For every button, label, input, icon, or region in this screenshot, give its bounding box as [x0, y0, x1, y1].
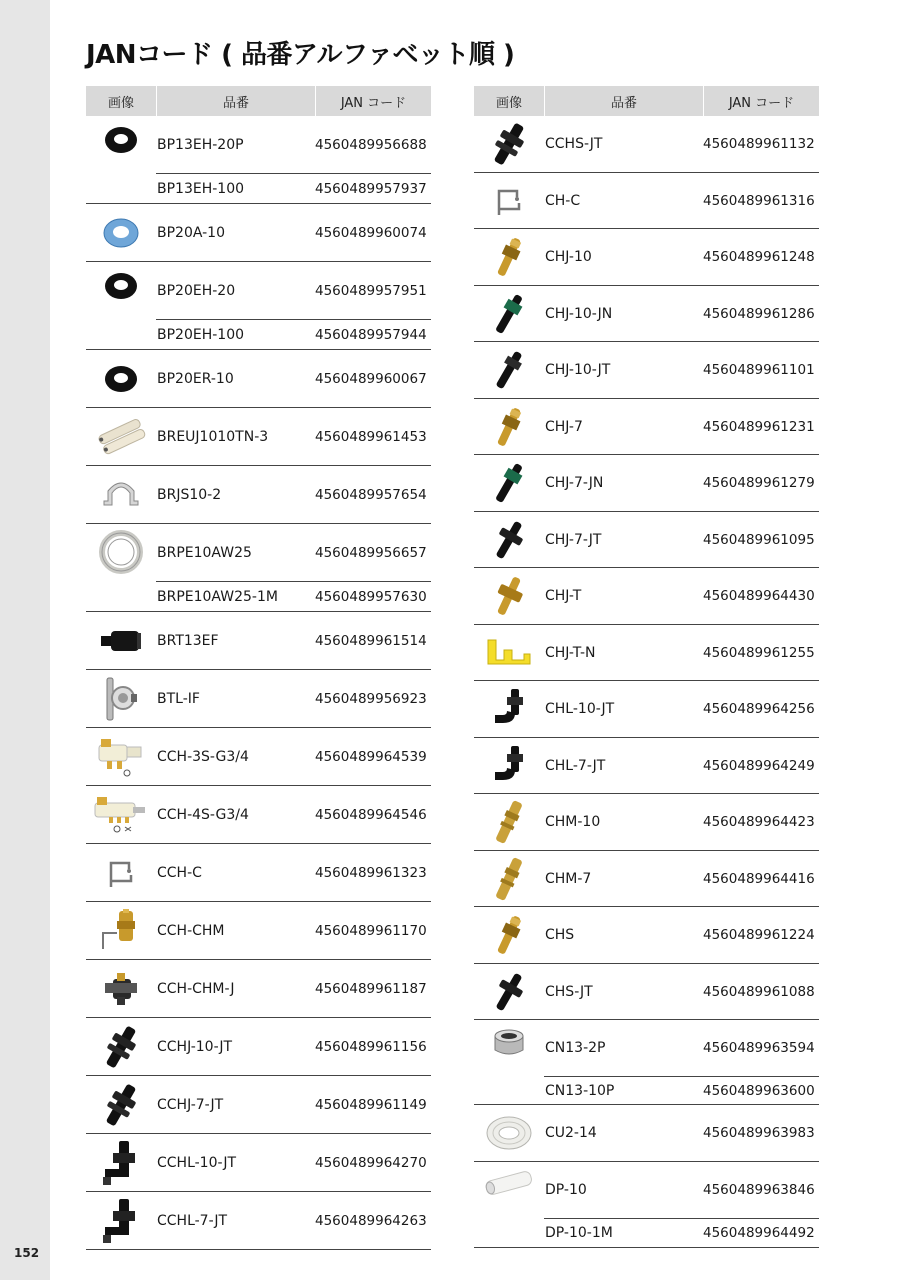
- part-number: CCH-CHM: [157, 922, 225, 939]
- product-image: [86, 728, 156, 785]
- header-part-number: 品番: [156, 86, 315, 116]
- table-row: [156, 1192, 431, 1249]
- black-ring-icon: [101, 268, 141, 304]
- table-row: [156, 581, 431, 611]
- part-number: CHJ-7-JN: [545, 475, 604, 491]
- product-image: [86, 408, 156, 465]
- table-row-group: [474, 1105, 819, 1162]
- product-image: [86, 670, 156, 727]
- yellow-clip-icon: [484, 636, 534, 670]
- product-image: [474, 851, 544, 906]
- wire-clip-icon: [489, 181, 529, 221]
- jan-code: 4560489963846: [703, 1182, 815, 1198]
- jan-code: 4560489956688: [315, 136, 427, 153]
- table-row-group: [86, 350, 431, 408]
- part-number: CCHL-7-JT: [157, 1212, 228, 1229]
- product-image: [474, 794, 544, 850]
- part-number: CHS: [545, 927, 575, 943]
- jan-code: 4560489964423: [703, 814, 815, 830]
- product-image: [474, 681, 544, 737]
- jan-code: 4560489961132: [703, 136, 815, 152]
- part-number: BP20ER-10: [157, 370, 234, 387]
- product-image: [474, 286, 544, 341]
- table-row: [544, 1076, 819, 1104]
- tube-coil-icon: [99, 530, 143, 574]
- jan-code: 4560489961224: [703, 927, 815, 943]
- white-coil-icon: [483, 1113, 535, 1153]
- product-image: [474, 1162, 544, 1247]
- product-image: [474, 512, 544, 567]
- product-image: [474, 229, 544, 285]
- part-number: CHJ-T-N: [545, 644, 596, 661]
- table-row-group: [474, 116, 819, 173]
- jan-code: 4560489960067: [315, 370, 427, 387]
- table-row: [156, 466, 431, 523]
- wire-clip-icon: [101, 853, 141, 893]
- jan-code: 4560489964263: [315, 1212, 427, 1229]
- product-image: [474, 399, 544, 454]
- page-title: JANコード ( 品番アルファベット順 ): [86, 40, 515, 70]
- side-band: [0, 0, 50, 1280]
- black-elbow-icon: [489, 744, 529, 788]
- part-number: CCHL-10-JT: [157, 1154, 237, 1171]
- table-row-group: [474, 851, 819, 907]
- jan-code: 4560489956657: [315, 544, 427, 561]
- brass-nipple-icon: [489, 913, 529, 957]
- part-number: CHM-7: [545, 870, 592, 887]
- part-number: BRJS10-2: [157, 486, 222, 503]
- table-row: [544, 738, 819, 793]
- brass-nipple-icon: [489, 235, 529, 279]
- table-row: [156, 173, 431, 203]
- part-number: DP-10: [545, 1182, 587, 1198]
- jan-code: 4560489964249: [703, 757, 815, 774]
- table-row: [156, 116, 431, 173]
- product-image: [474, 173, 544, 228]
- black-nipple-green-icon: [489, 291, 529, 337]
- table-row-group: [86, 670, 431, 728]
- product-image: [86, 612, 156, 669]
- jan-code: 4560489964256: [703, 701, 815, 717]
- part-number: CHJ-10: [545, 249, 592, 265]
- table-row: [544, 625, 819, 680]
- table-row-group: [474, 681, 819, 738]
- part-number: BRT13EF: [157, 632, 219, 649]
- part-number: CN13-2P: [545, 1040, 606, 1056]
- jan-code: 4560489957951: [315, 282, 427, 299]
- jan-code: 4560489964430: [703, 588, 815, 604]
- jan-code: 4560489961095: [703, 531, 815, 548]
- part-number: CU2-14: [545, 1125, 597, 1141]
- table-row: [544, 1162, 819, 1218]
- jan-table-right: [474, 86, 819, 1248]
- table-row: [156, 1134, 431, 1191]
- header-image: 画像: [474, 86, 544, 116]
- table-row-group: [86, 844, 431, 902]
- part-number: BP20EH-20: [157, 282, 236, 299]
- table-row: [544, 399, 819, 454]
- table-row: [544, 229, 819, 285]
- part-number: BRPE10AW25-1M: [157, 588, 278, 605]
- table-row: [156, 670, 431, 727]
- clip-joint-icon: [99, 969, 143, 1009]
- part-number: CHJ-10-JT: [545, 362, 611, 378]
- part-number: BRPE10AW25: [157, 544, 252, 561]
- product-image: [86, 350, 156, 407]
- jan-code: 4560489961101: [703, 362, 815, 378]
- table-row-group: [474, 907, 819, 964]
- table-row: [156, 902, 431, 959]
- part-number: BP20A-10: [157, 224, 225, 241]
- table-row-group: [86, 466, 431, 524]
- black-nipple-green-icon: [489, 460, 529, 506]
- table-row-group: [474, 964, 819, 1020]
- part-number: CHL-7-JT: [545, 757, 606, 774]
- product-image: [86, 262, 156, 349]
- table-row-group: [474, 173, 819, 229]
- jan-code: 4560489964492: [703, 1225, 815, 1241]
- table-row: [156, 350, 431, 407]
- table-row: [544, 794, 819, 850]
- product-image: [474, 1020, 544, 1104]
- table-row: [544, 1105, 819, 1161]
- product-image: [86, 524, 156, 611]
- table-row-group: [474, 342, 819, 399]
- table-row-group: [474, 286, 819, 342]
- jan-code: 4560489961255: [703, 644, 815, 661]
- part-number: CHL-10-JT: [545, 701, 615, 717]
- table-row: [156, 960, 431, 1017]
- table-row: [544, 1020, 819, 1076]
- table-row-group: [86, 262, 431, 350]
- page-number: 152: [14, 1246, 40, 1260]
- elbow-connector-icon: [99, 1139, 143, 1187]
- part-number: CCHJ-10-JT: [157, 1038, 233, 1055]
- part-number: DP-10-1M: [545, 1225, 613, 1241]
- table-row-group: [474, 568, 819, 625]
- jan-code: 4560489964270: [315, 1154, 427, 1171]
- table-row-group: [86, 116, 431, 204]
- elbow-connector-icon: [99, 1197, 143, 1245]
- brass-nipple-icon: [489, 405, 529, 449]
- part-number: CN13-10P: [545, 1082, 615, 1099]
- table-row-group: [474, 794, 819, 851]
- part-number: BP20EH-100: [157, 326, 245, 343]
- table-row: [544, 568, 819, 624]
- product-image: [474, 1105, 544, 1161]
- black-nipple-icon: [489, 348, 529, 392]
- part-number: CHM-10: [545, 814, 601, 830]
- bracket-fitting-icon: [101, 676, 141, 722]
- table-row-group: [474, 229, 819, 286]
- header-part-number: 品番: [544, 86, 703, 116]
- product-image: [86, 1076, 156, 1133]
- table-row-group: [86, 1076, 431, 1134]
- jan-code: 4560489956923: [315, 690, 427, 707]
- manifold-3-icon: [93, 735, 149, 779]
- table-row: [156, 1018, 431, 1075]
- table-row: [156, 408, 431, 465]
- table-row: [156, 728, 431, 785]
- table-row: [544, 907, 819, 963]
- table-row-group: [86, 786, 431, 844]
- part-number: CHJ-T: [545, 588, 582, 604]
- table-row: [156, 786, 431, 843]
- part-number: CCH-C: [157, 864, 202, 881]
- table-row-group: [86, 960, 431, 1018]
- product-image: [474, 342, 544, 398]
- jan-code: 4560489957654: [315, 486, 427, 503]
- metal-nut-icon: [489, 1026, 529, 1060]
- table-row-group: [86, 524, 431, 612]
- table-row: [156, 844, 431, 901]
- table-row: [156, 1076, 431, 1133]
- table-row-group: [474, 1162, 819, 1248]
- jan-code: 4560489964416: [703, 870, 815, 887]
- jan-code: 4560489961279: [703, 475, 815, 491]
- jan-code: 4560489957944: [315, 326, 427, 343]
- table-row: [544, 512, 819, 567]
- table-row: [156, 262, 431, 319]
- black-elbow-icon: [489, 687, 529, 731]
- jan-code: 4560489961514: [315, 632, 427, 649]
- table-row: [544, 286, 819, 341]
- table-header: [86, 86, 431, 116]
- table-row-group: [86, 728, 431, 786]
- jan-code: 4560489961170: [315, 922, 427, 939]
- jan-code: 4560489963600: [703, 1082, 815, 1099]
- table-row-group: [474, 738, 819, 794]
- table-row-group: [474, 455, 819, 512]
- black-tee-icon: [489, 970, 529, 1014]
- jan-code: 4560489961453: [315, 428, 427, 445]
- table-row: [544, 455, 819, 511]
- jan-code: 4560489964539: [315, 748, 427, 765]
- table-row-group: [474, 1020, 819, 1105]
- product-image: [474, 907, 544, 963]
- jan-code: 4560489963983: [703, 1125, 815, 1141]
- product-image: [86, 204, 156, 261]
- table-row-group: [86, 902, 431, 960]
- product-image: [86, 844, 156, 901]
- product-image: [86, 116, 156, 203]
- black-tee-icon: [489, 518, 529, 562]
- product-image: [474, 568, 544, 624]
- part-number: CCH-CHM-J: [157, 980, 235, 997]
- black-connector-icon: [99, 1081, 143, 1129]
- product-image: [86, 466, 156, 523]
- product-image: [86, 1134, 156, 1191]
- black-connector-icon: [487, 120, 531, 168]
- part-number: CCHJ-7-JT: [157, 1096, 224, 1113]
- table-row: [544, 681, 819, 737]
- jan-code: 4560489961187: [315, 980, 427, 997]
- product-image: [86, 1018, 156, 1075]
- brass-nipple-long-icon: [489, 798, 529, 846]
- header-jan: JAN コード: [315, 86, 431, 116]
- header-jan: JAN コード: [703, 86, 819, 116]
- table-row-group: [86, 408, 431, 466]
- table-row: [544, 964, 819, 1019]
- table-row-group: [86, 1192, 431, 1250]
- pipe-saddle-icon: [98, 479, 144, 511]
- table-row: [544, 851, 819, 906]
- table-row: [156, 612, 431, 669]
- insulated-pipes-icon: [96, 419, 146, 455]
- black-ring-icon: [101, 361, 141, 397]
- part-number: BREUJ1010TN-3: [157, 428, 269, 445]
- jan-table-left: [86, 86, 431, 1250]
- jan-code: 4560489961088: [703, 983, 815, 1000]
- blue-ring-icon: [101, 215, 141, 251]
- part-number: CHJ-7: [545, 418, 583, 435]
- black-connector-icon: [99, 1023, 143, 1071]
- table-row: [544, 342, 819, 398]
- part-number: CH-C: [545, 192, 581, 209]
- part-number: CHS-JT: [545, 983, 593, 1000]
- jan-code: 4560489961149: [315, 1096, 427, 1113]
- black-cap-icon: [97, 627, 145, 655]
- part-number: CCHS-JT: [545, 136, 603, 152]
- part-number: CHJ-7-JT: [545, 531, 602, 548]
- part-number: BP13EH-20P: [157, 136, 244, 153]
- table-row-group: [86, 612, 431, 670]
- table-row: [156, 204, 431, 261]
- product-image: [474, 625, 544, 680]
- jan-code: 4560489961286: [703, 305, 815, 322]
- part-number: CCH-4S-G3/4: [157, 806, 249, 823]
- header-image: 画像: [86, 86, 156, 116]
- part-number: CHJ-10-JN: [545, 305, 613, 322]
- table-row-group: [86, 204, 431, 262]
- brass-tee-icon: [489, 574, 529, 618]
- product-image: [474, 964, 544, 1019]
- table-row-group: [474, 625, 819, 681]
- product-image: [86, 786, 156, 843]
- white-pipe-icon: [482, 1168, 536, 1200]
- brass-nipple-long-icon: [489, 855, 529, 903]
- product-image: [86, 1192, 156, 1249]
- table-row: [156, 524, 431, 581]
- black-ring-icon: [101, 122, 141, 158]
- jan-code: 4560489961156: [315, 1038, 427, 1055]
- table-row-group: [86, 1134, 431, 1192]
- product-image: [86, 902, 156, 959]
- jan-code: 4560489960074: [315, 224, 427, 241]
- table-row: [156, 319, 431, 349]
- part-number: CCH-3S-G3/4: [157, 748, 249, 765]
- jan-code: 4560489961323: [315, 864, 427, 881]
- part-number: BP13EH-100: [157, 180, 245, 197]
- product-image: [474, 455, 544, 511]
- table-row: [544, 1218, 819, 1247]
- product-image: [474, 116, 544, 172]
- manifold-4-icon: [91, 795, 151, 835]
- jan-code: 4560489961231: [703, 418, 815, 435]
- table-header: [474, 86, 819, 116]
- jan-code: 4560489961316: [703, 192, 815, 209]
- jan-code: 4560489961248: [703, 249, 815, 265]
- table-row-group: [474, 399, 819, 455]
- jan-code: 4560489963594: [703, 1040, 815, 1056]
- product-image: [474, 738, 544, 793]
- jan-code: 4560489964546: [315, 806, 427, 823]
- jan-code: 4560489957937: [315, 180, 427, 197]
- part-number: BTL-IF: [157, 690, 200, 707]
- clip-brass-icon: [97, 907, 145, 955]
- table-row-group: [474, 512, 819, 568]
- jan-code: 4560489957630: [315, 588, 427, 605]
- product-image: [86, 960, 156, 1017]
- table-row-group: [86, 1018, 431, 1076]
- table-row: [544, 173, 819, 228]
- table-row: [544, 116, 819, 172]
